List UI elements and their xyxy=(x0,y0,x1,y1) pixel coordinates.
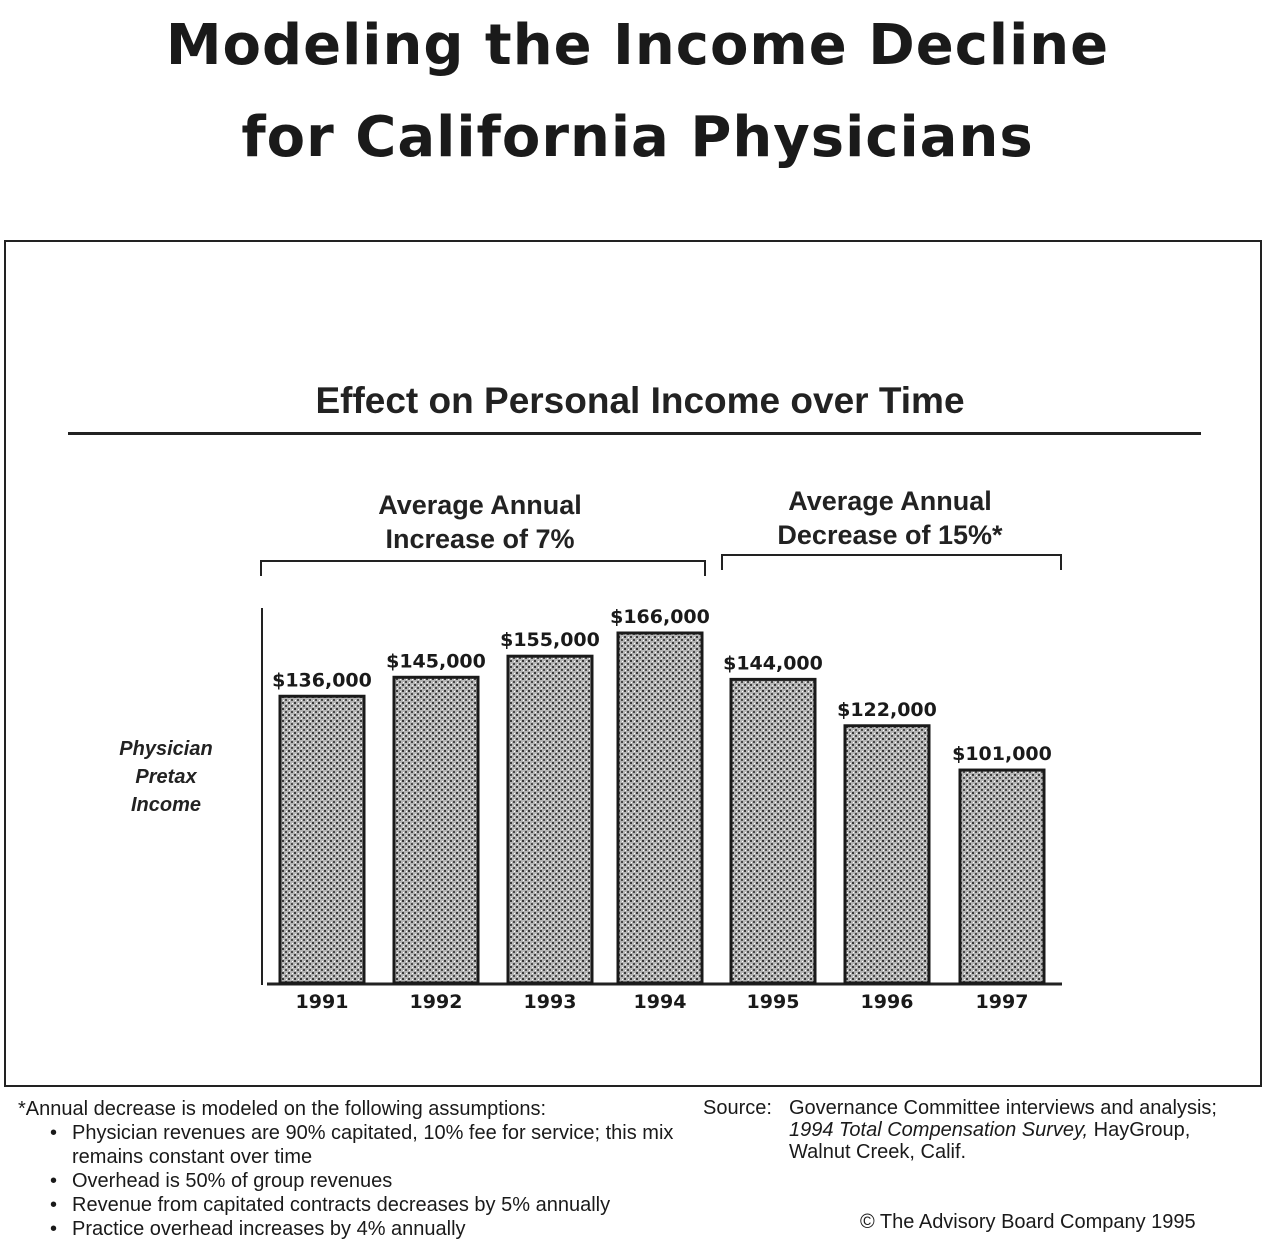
value-label-1997: $101,000 xyxy=(952,743,1052,766)
bar-1994 xyxy=(618,633,702,983)
footnote-bullet: • Practice overhead increases by 4% annually xyxy=(50,1217,678,1241)
source-line3: Walnut Creek, Calif. xyxy=(789,1141,967,1163)
bar-1992 xyxy=(394,677,478,983)
bar-1997 xyxy=(960,770,1044,983)
source-line2-rest: HayGroup, xyxy=(1088,1119,1191,1141)
x-tick-1997: 1997 xyxy=(975,991,1029,1013)
source-survey: 1994 Total Compensation Survey, xyxy=(789,1119,1089,1141)
footnote-bullet: • Revenue from capitated contracts decreases by 5% annually xyxy=(50,1193,678,1217)
footnote-bullet: • Physician revenues are 90% capitated, 10% fee for service; this mix remains constant over time xyxy=(50,1121,678,1169)
bar-1995 xyxy=(731,679,815,983)
increase-annotation-line1: Average Annual xyxy=(378,490,582,520)
y-axis-label-line1: Physician xyxy=(119,738,213,760)
x-tick-1995: 1995 xyxy=(746,991,800,1013)
source-label: Source: xyxy=(703,1097,772,1119)
decrease-annotation-line1: Average Annual xyxy=(788,486,992,516)
bar-1991 xyxy=(280,696,364,983)
value-label-1994: $166,000 xyxy=(610,606,710,628)
x-tick-1993: 1993 xyxy=(523,991,577,1013)
x-tick-1992: 1992 xyxy=(409,991,463,1013)
value-label-1996: $122,000 xyxy=(837,698,937,721)
footnote-bullet: • Overhead is 50% of group revenues xyxy=(50,1169,678,1193)
chart-title: Effect on Personal Income over Time xyxy=(315,380,965,421)
value-label-1993: $155,000 xyxy=(500,629,600,652)
y-axis-label-line3: Income xyxy=(130,794,202,816)
increase-annotation-line2: Increase of 7% xyxy=(385,524,575,554)
main-title-line1: Modeling the Income Decline xyxy=(165,13,1110,78)
x-tick-1996: 1996 xyxy=(860,991,914,1013)
value-label-1991: $136,000 xyxy=(272,669,372,692)
source-line2 xyxy=(789,1119,1259,1141)
source-text xyxy=(789,1097,1259,1163)
x-tick-1991: 1991 xyxy=(295,991,349,1013)
footnote-intro: *Annual decrease is modeled on the following assumptions: xyxy=(18,1098,547,1120)
source-line1: Governance Committee interviews and analysis; xyxy=(789,1097,1217,1119)
bar-1996 xyxy=(845,726,929,983)
decrease-annotation-line2: Decrease of 15%* xyxy=(777,520,1003,550)
value-label-1992: $145,000 xyxy=(386,650,486,673)
footnote-list xyxy=(18,1121,678,1241)
footnote xyxy=(18,1097,678,1241)
bar-1993 xyxy=(508,656,592,983)
copyright: © The Advisory Board Company 1995 xyxy=(860,1211,1196,1233)
main-title-line2: for California Physicians xyxy=(241,105,1034,170)
x-tick-1994: 1994 xyxy=(633,991,687,1013)
y-axis-label-line2: Pretax xyxy=(135,766,197,788)
value-label-1995: $144,000 xyxy=(723,652,823,675)
